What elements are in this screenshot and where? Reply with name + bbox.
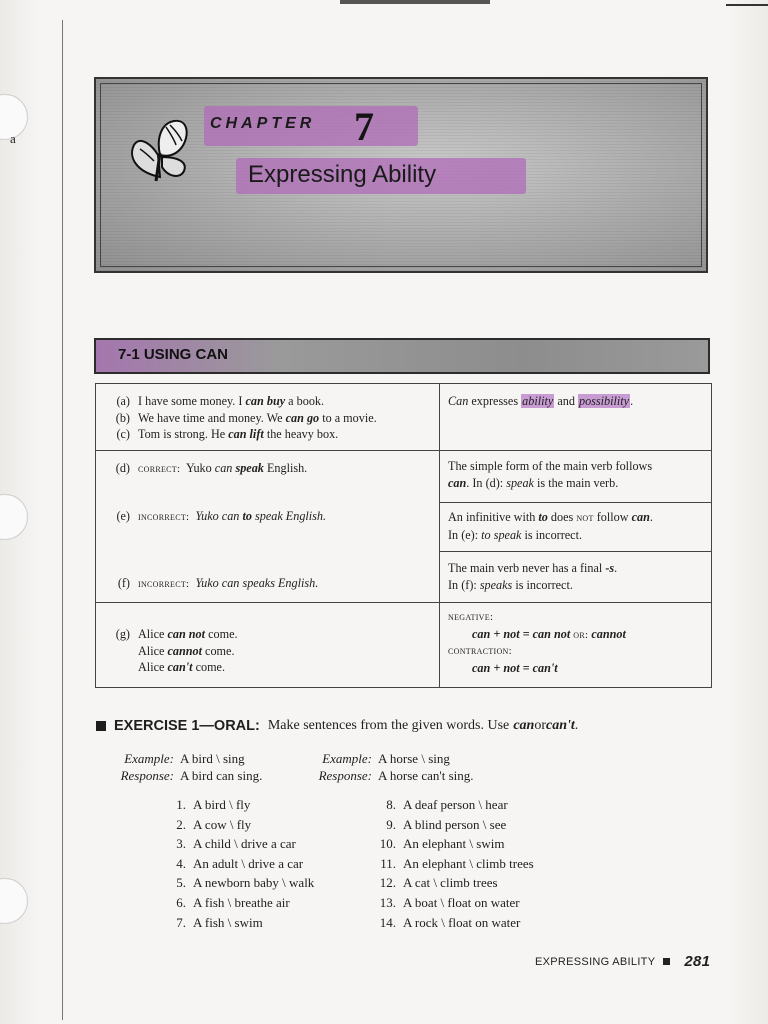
list-item	[368, 854, 534, 874]
example-text: the heavy box.	[263, 427, 339, 441]
example-text: We have time and money. We	[138, 410, 286, 425]
item-text: A child \ drive a car	[193, 836, 296, 852]
list-item	[158, 834, 314, 854]
item-text: A fish \ swim	[193, 914, 263, 930]
contraction-label: contraction:	[448, 645, 512, 657]
butterfly-icon	[126, 117, 196, 187]
example-line	[96, 478, 439, 526]
example-text: come.	[202, 643, 235, 658]
item-text: A blind person \ see	[403, 816, 507, 832]
example-text: come.	[192, 660, 226, 674]
example-text: can	[214, 461, 233, 475]
exercise-items-left	[158, 795, 314, 932]
example-label: (f)	[117, 576, 130, 590]
response-text: A horse can't sing.	[378, 768, 474, 783]
example-line	[96, 393, 439, 410]
example-label: (e)	[116, 508, 130, 523]
explanation-text: The main verb never has a final	[448, 561, 606, 575]
exercise-heading	[96, 718, 578, 734]
highlighted-term: possibility	[578, 394, 630, 408]
list-item	[158, 873, 314, 893]
item-number: 9.	[386, 816, 396, 832]
explanation-text: Can	[448, 394, 469, 408]
example-bold: can't	[167, 660, 193, 674]
explanation-text: In (e):	[448, 527, 482, 542]
table-cell-examples	[96, 603, 440, 688]
item-number: 8.	[386, 797, 396, 812]
negative-formula: cannot	[591, 626, 626, 641]
table-row	[96, 603, 712, 688]
item-text: A deaf person \ hear	[403, 797, 508, 812]
table-cell-explanation	[440, 384, 712, 451]
item-text: An adult \ drive a car	[193, 855, 304, 871]
item-number: 7.	[176, 914, 186, 930]
example-text: a book.	[285, 394, 325, 408]
example-tag: correct:	[138, 463, 181, 475]
example-line	[96, 603, 439, 676]
item-text: An elephant \ climb trees	[403, 855, 534, 871]
example-pair-right	[306, 750, 474, 784]
explanation-bold: -s	[605, 561, 615, 575]
scan-mark	[726, 4, 768, 6]
item-number: 5.	[176, 875, 186, 891]
example-bold: can go	[285, 410, 320, 425]
example-pair-left	[108, 750, 262, 784]
example-bold: cannot	[167, 643, 202, 658]
item-number: 10.	[379, 836, 396, 852]
negative-label: negative:	[448, 611, 494, 623]
item-number: 6.	[176, 894, 186, 910]
explanation-italic: speak	[506, 475, 534, 490]
explanation-bold: to	[538, 510, 548, 524]
explanation-text: and	[554, 394, 578, 408]
exercise-keyword: can	[513, 718, 535, 733]
list-item	[158, 854, 314, 874]
example-label: (c)	[116, 427, 130, 441]
table-row	[96, 451, 712, 503]
list-item	[368, 834, 534, 854]
explanation-italic: speaks	[479, 577, 513, 592]
item-number: 14.	[379, 914, 396, 930]
example-text: Yuko can	[195, 508, 243, 523]
list-item	[158, 795, 314, 815]
explanation-text: follow	[593, 510, 632, 524]
exercise-instruction: or	[534, 718, 546, 733]
table-row	[96, 384, 712, 451]
running-head: EXPRESSING ABILITY	[535, 955, 656, 968]
explanation-text: expresses	[468, 394, 522, 408]
response-text: A bird can sing.	[180, 768, 263, 783]
example-text: come.	[205, 627, 238, 641]
example-label: Example:	[124, 751, 174, 766]
example-text: Yuko	[186, 461, 215, 475]
item-text: A newborn baby \ walk	[193, 875, 315, 891]
exercise-title: EXERCISE 1—ORAL:	[114, 718, 260, 734]
item-text: An elephant \ swim	[403, 836, 505, 852]
example-bold: can not	[167, 627, 206, 641]
item-text: A cat \ climb trees	[403, 875, 498, 891]
exercise-keyword: can't	[545, 718, 575, 733]
list-item	[158, 815, 314, 835]
explanation-text: is incorrect.	[521, 527, 583, 542]
list-item	[368, 815, 534, 835]
example-tag: incorrect:	[138, 578, 190, 590]
explanation-text: not	[576, 512, 594, 524]
list-item	[368, 893, 534, 913]
explanation-text: .	[614, 561, 618, 575]
example-text: Yuko can speaks English.	[195, 576, 319, 590]
margin-note: a	[10, 131, 16, 146]
example-label: (a)	[116, 394, 130, 408]
highlighted-term: ability	[522, 394, 554, 408]
table-cell-explanation	[440, 552, 712, 603]
item-text: A rock \ float on water	[403, 914, 521, 930]
table-cell-examples	[96, 451, 440, 603]
scan-mark	[340, 0, 490, 4]
chapter-banner	[94, 77, 708, 273]
chapter-label: CHAPTER	[210, 115, 316, 132]
example-text: Alice	[138, 643, 168, 658]
example-label: (g)	[115, 627, 130, 641]
exercise-items-right	[368, 795, 534, 932]
explanation-bold: can	[448, 475, 467, 490]
list-item	[368, 913, 534, 933]
explanation-bold: can	[631, 510, 650, 524]
example-bold: can buy	[245, 394, 286, 408]
table-cell-explanation	[440, 603, 712, 688]
item-number: 1.	[176, 797, 186, 812]
explanation-text: .	[649, 510, 653, 524]
item-number: 3.	[176, 836, 186, 852]
example-bold: to	[242, 508, 252, 523]
example-text: Tom is strong. He	[138, 427, 229, 441]
item-number: 4.	[176, 855, 186, 871]
explanation-text: is incorrect.	[512, 577, 573, 592]
example-line	[96, 525, 439, 593]
table-cell-explanation	[440, 503, 712, 552]
explanation-italic: to speak	[481, 527, 522, 542]
list-item	[158, 913, 314, 933]
example-text: Alice	[138, 660, 168, 674]
example-line	[96, 426, 439, 443]
grammar-table	[95, 383, 712, 688]
footer-square-icon	[663, 958, 670, 965]
item-number: 11.	[380, 855, 396, 871]
item-text: A cow \ fly	[193, 816, 252, 832]
response-label: Response:	[318, 768, 372, 783]
explanation-text: In (f):	[448, 577, 480, 592]
example-text: A bird \ sing	[180, 751, 245, 766]
formula-or: or:	[570, 628, 592, 641]
page-footer	[535, 953, 710, 970]
example-text: A horse \ sing	[378, 751, 450, 766]
table-cell-explanation	[440, 451, 712, 503]
example-line	[96, 451, 439, 478]
item-text: A bird \ fly	[193, 797, 251, 812]
explanation-text: is the main verb.	[533, 475, 619, 490]
section-title: 7-1 USING CAN	[118, 346, 229, 363]
chapter-number: 7	[354, 104, 374, 149]
contraction-formula: can + not = can't	[472, 660, 558, 675]
example-bold: can lift	[228, 427, 264, 441]
example-text: speak English.	[251, 508, 327, 523]
example-bold: speak	[235, 461, 264, 475]
example-tag: incorrect:	[138, 510, 190, 523]
exercise-instruction: .	[574, 718, 579, 733]
example-text: to a movie.	[319, 410, 377, 425]
explanation-text: .	[630, 394, 634, 408]
explanation-text: An infinitive with	[448, 510, 539, 524]
item-number: 2.	[176, 816, 186, 832]
exercise-bullet-icon	[96, 721, 106, 731]
example-text: Alice	[138, 627, 168, 641]
page-number: 281	[684, 953, 711, 970]
response-label: Response:	[120, 768, 174, 783]
item-number: 13.	[379, 894, 396, 910]
example-label: (b)	[115, 410, 130, 425]
item-text: A boat \ float on water	[403, 894, 520, 910]
example-label: Example:	[322, 751, 372, 766]
binder-margin-line	[62, 20, 63, 1020]
chapter-title: Expressing Ability	[248, 161, 437, 188]
table-cell-examples	[96, 384, 440, 451]
explanation-text: . In (d):	[466, 475, 507, 490]
exercise-instruction: Make sentences from the given words. Use	[267, 718, 510, 733]
list-item	[368, 873, 534, 893]
example-text: English.	[263, 461, 308, 475]
item-number: 12.	[379, 875, 396, 891]
example-text: I have some money. I	[138, 394, 246, 408]
example-label: (d)	[115, 461, 130, 475]
item-text: A fish \ breathe air	[193, 894, 290, 910]
section-heading-bar	[94, 338, 710, 374]
explanation-text: does	[547, 510, 577, 524]
list-item	[158, 893, 314, 913]
list-item	[368, 795, 534, 815]
explanation-text: The simple form of the main verb follows	[448, 459, 653, 473]
negative-formula: can + not = can not	[472, 626, 571, 641]
example-line	[96, 410, 439, 427]
